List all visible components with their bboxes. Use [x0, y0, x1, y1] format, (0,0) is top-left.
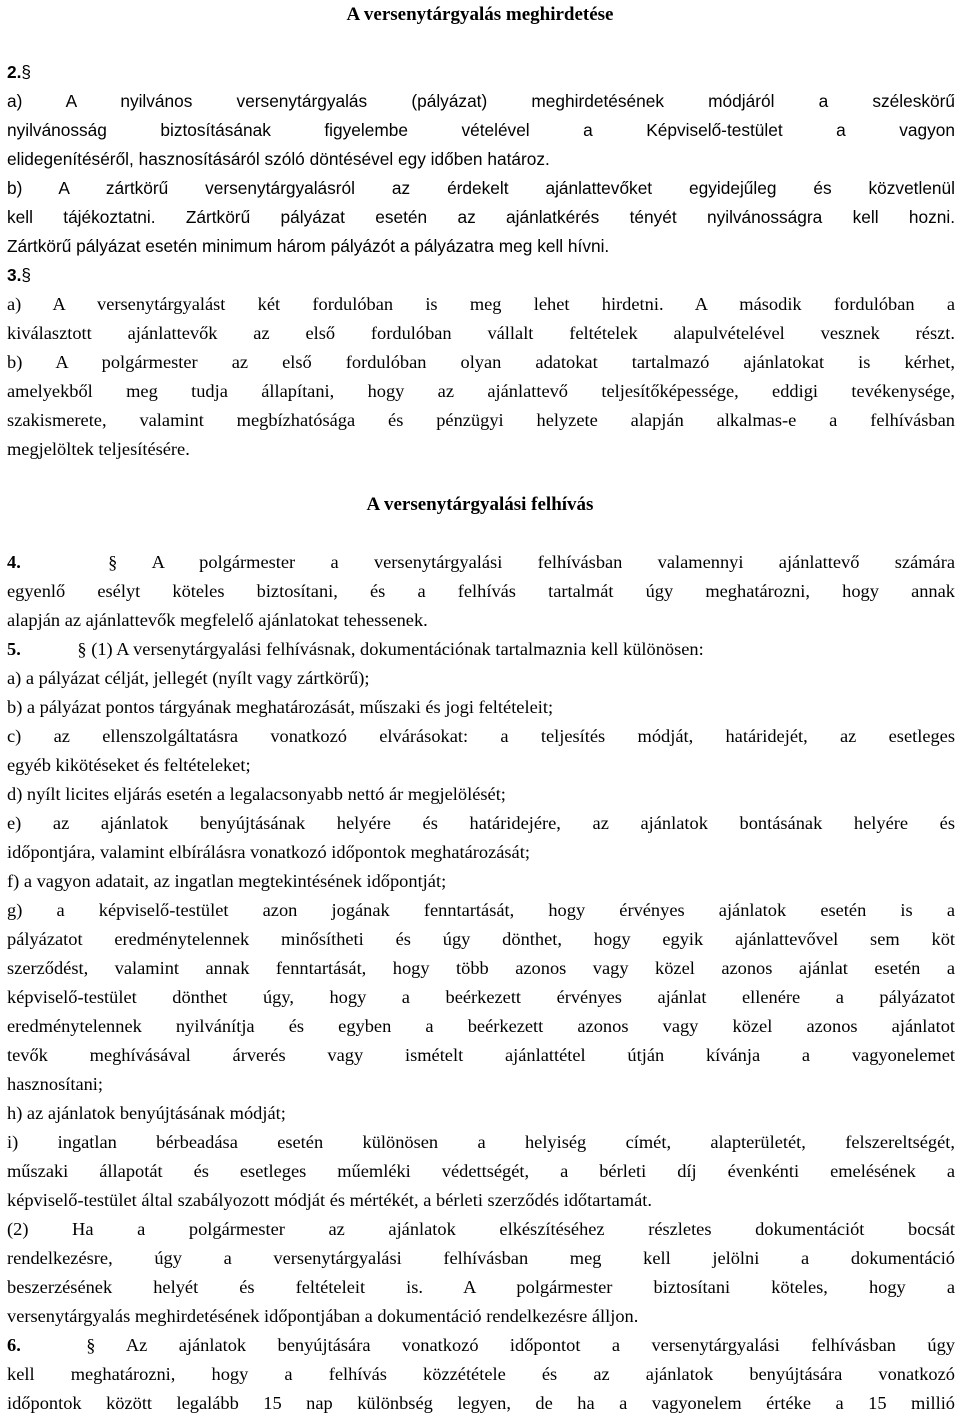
paragraph-line: amelyekből meg tudja állapítani, hogy az ajánlattevő teljesítőképessége, eddigi tevékenysége, — [7, 381, 955, 401]
paragraph-line: hasznosítani; — [7, 1074, 104, 1094]
paragraph-line: (1) A versenytárgyalási felhívásnak, dokumentációnak tartalmaznia kell különösen: — [91, 639, 704, 659]
list-item-f: f) a vagyon adatait, az ingatlan megtekintésének időpontját; — [7, 871, 447, 891]
section-6-first-line — [7, 1331, 955, 1360]
section-sign: § — [21, 62, 32, 82]
paragraph-line: elidegenítéséről, hasznosításáról szóló döntésével egy időben határoz. — [7, 149, 550, 169]
paragraph-line: szakismerete, valamint megbízhatósága és pénzügyi helyzete alapján alkalmas-e a felhívásban — [7, 410, 955, 430]
paragraph-line: versenytárgyalás meghirdetésének időpontjában a dokumentáció rendelkezésre álljon. — [7, 1306, 639, 1326]
paragraph-line: pályázatot eredménytelennek minősítheti és úgy dönthet, hogy egyik ajánlattevővel sem köt — [7, 929, 955, 949]
section-sign: § — [21, 265, 32, 285]
section-number: 3. — [7, 265, 22, 285]
section-number: 2. — [7, 62, 22, 82]
section-5-first-line — [7, 635, 955, 664]
section-number: 6. — [7, 1335, 21, 1355]
paragraph-line: kiválasztott ajánlattevők az első fordulóban vállalt feltételek alapulvételével vesznek részt. — [7, 323, 955, 343]
paragraph-line: a) A versenytárgyalást két fordulóban is meg lehet hirdetni. A második fordulóban a — [7, 294, 955, 314]
paragraph-line: rendelkezésre, úgy a versenytárgyalási felhívásban meg kell jelölni a dokumentáció — [7, 1248, 955, 1268]
section-4-first-line — [7, 548, 955, 577]
list-item-g: g) a képviselő-testület azon jogának fenntartását, hogy érvényes ajánlatok esetén is a — [7, 900, 955, 920]
paragraph-line: műszaki állapotát és esetleges műemléki védettségét, a bérleti díj évenkénti emelésének a — [7, 1161, 955, 1181]
heading-versenytargyalasi-felhivas: A versenytárgyalási felhívás — [366, 494, 594, 515]
section-sign: § — [86, 1335, 96, 1355]
paragraph-line: egyéb kikötéseket és feltételeket; — [7, 755, 251, 775]
paragraph-line: Zártkörű pályázat esetén minimum három pályázót a pályázatra meg kell hívni. — [7, 236, 610, 256]
paragraph-line: Az ajánlatok benyújtására vonatkozó időpontot a versenytárgyalási felhívásban úgy — [125, 1335, 955, 1355]
paragraph-line: A polgármester a versenytárgyalási felhívásban valamennyi ajánlattevő számára — [151, 552, 955, 572]
paragraph-line: beszerzésének helyét és feltételeit is. A polgármester biztosítani köteles, hogy a — [7, 1277, 955, 1297]
paragraph-line: képviselő-testület dönthet úgy, hogy a beérkezett érvényes ajánlat ellenére a pályázatot — [7, 987, 955, 1007]
paragraph-line: időpontok között legalább 15 nap különbség legyen, de ha a vagyonelem értéke a 15 millió — [7, 1393, 955, 1413]
list-item-b: b) a pályázat pontos tárgyának meghatározását, műszaki és jogi feltételeit; — [7, 697, 554, 717]
paragraph-line: b) A polgármester az első fordulóban olyan adatokat tartalmazó ajánlatokat is kérhet, — [7, 352, 955, 372]
paragraph-line: szerződést, valamint annak fenntartását, hogy több azonos vagy közel azonos ajánlat esetén a — [7, 958, 955, 978]
paragraph-line: egyenlő esélyt köteles biztosítani, és a felhívás tartalmát úgy meghatározni, hogy annak — [7, 581, 955, 601]
section-sign: § — [108, 552, 118, 572]
list-item-a: a) a pályázat célját, jellegét (nyílt vagy zártkörű); — [7, 668, 370, 688]
section-number: 4. — [7, 552, 21, 572]
paragraph-line: eredménytelennek nyilvánítja és egyben a beérkezett azonos vagy közel azonos ajánlatot — [7, 1016, 955, 1036]
heading-versenytargyalas-meghirdetese: A versenytárgyalás meghirdetése — [346, 4, 614, 25]
paragraph-line: képviselő-testület által szabályozott módját és mértékét, a bérleti szerződés időtartamát. — [7, 1190, 652, 1210]
paragraph-line: tevők meghívásával árverés vagy ismételt ajánlattétel útján kívánja a vagyonelemet — [7, 1045, 955, 1065]
paragraph-line: a) A nyilvános versenytárgyalás (pályázat) meghirdetésének módjáról a széleskörű — [7, 91, 955, 111]
list-item-e: e) az ajánlatok benyújtásának helyére és határidejére, az ajánlatok bontásának helyére és — [7, 813, 955, 833]
paragraph-line: alapján az ajánlattevők megfelelő ajánlatokat tehessenek. — [7, 610, 428, 630]
paragraph-line: b) A zártkörű versenytárgyalásról az érdekelt ajánlattevőket egyidejűleg és közvetlenül — [7, 178, 955, 198]
paragraph-line: kell tájékoztatni. Zártkörű pályázat esetén az ajánlatkérés tényét nyilvánosságra kell hozni. — [7, 207, 955, 227]
paragraph-line: nyilvánosság biztosításának figyelembe vételével a Képviselő-testület a vagyon — [7, 120, 955, 140]
paragraph-line: időpontjára, valamint elbírálásra vonatkozó időpontok meghatározását; — [7, 842, 530, 862]
list-item-c: c) az ellenszolgáltatásra vonatkozó elvárásokat: a teljesítés módját, határidejét, az esetleges — [7, 726, 955, 746]
subsection-2: (2) Ha a polgármester az ajánlatok elkészítéséhez részletes dokumentációt bocsát — [7, 1219, 955, 1239]
section-number: 5. — [7, 639, 21, 659]
list-item-h: h) az ajánlatok benyújtásának módját; — [7, 1103, 286, 1123]
section-sign: § — [77, 639, 87, 659]
list-item-i: i) ingatlan bérbeadása esetén különösen a helyiség címét, alapterületét, felszereltségét, — [7, 1132, 955, 1152]
section-2-header — [7, 58, 955, 87]
paragraph-line: megjelöltek teljesítésére. — [7, 439, 190, 459]
paragraph-line: kell meghatározni, hogy a felhívás közzététele és az ajánlatok benyújtására vonatkozó — [7, 1364, 955, 1384]
section-3-header — [7, 261, 955, 290]
list-item-d: d) nyílt licites eljárás esetén a legalacsonyabb nettó ár megjelölését; — [7, 784, 506, 804]
